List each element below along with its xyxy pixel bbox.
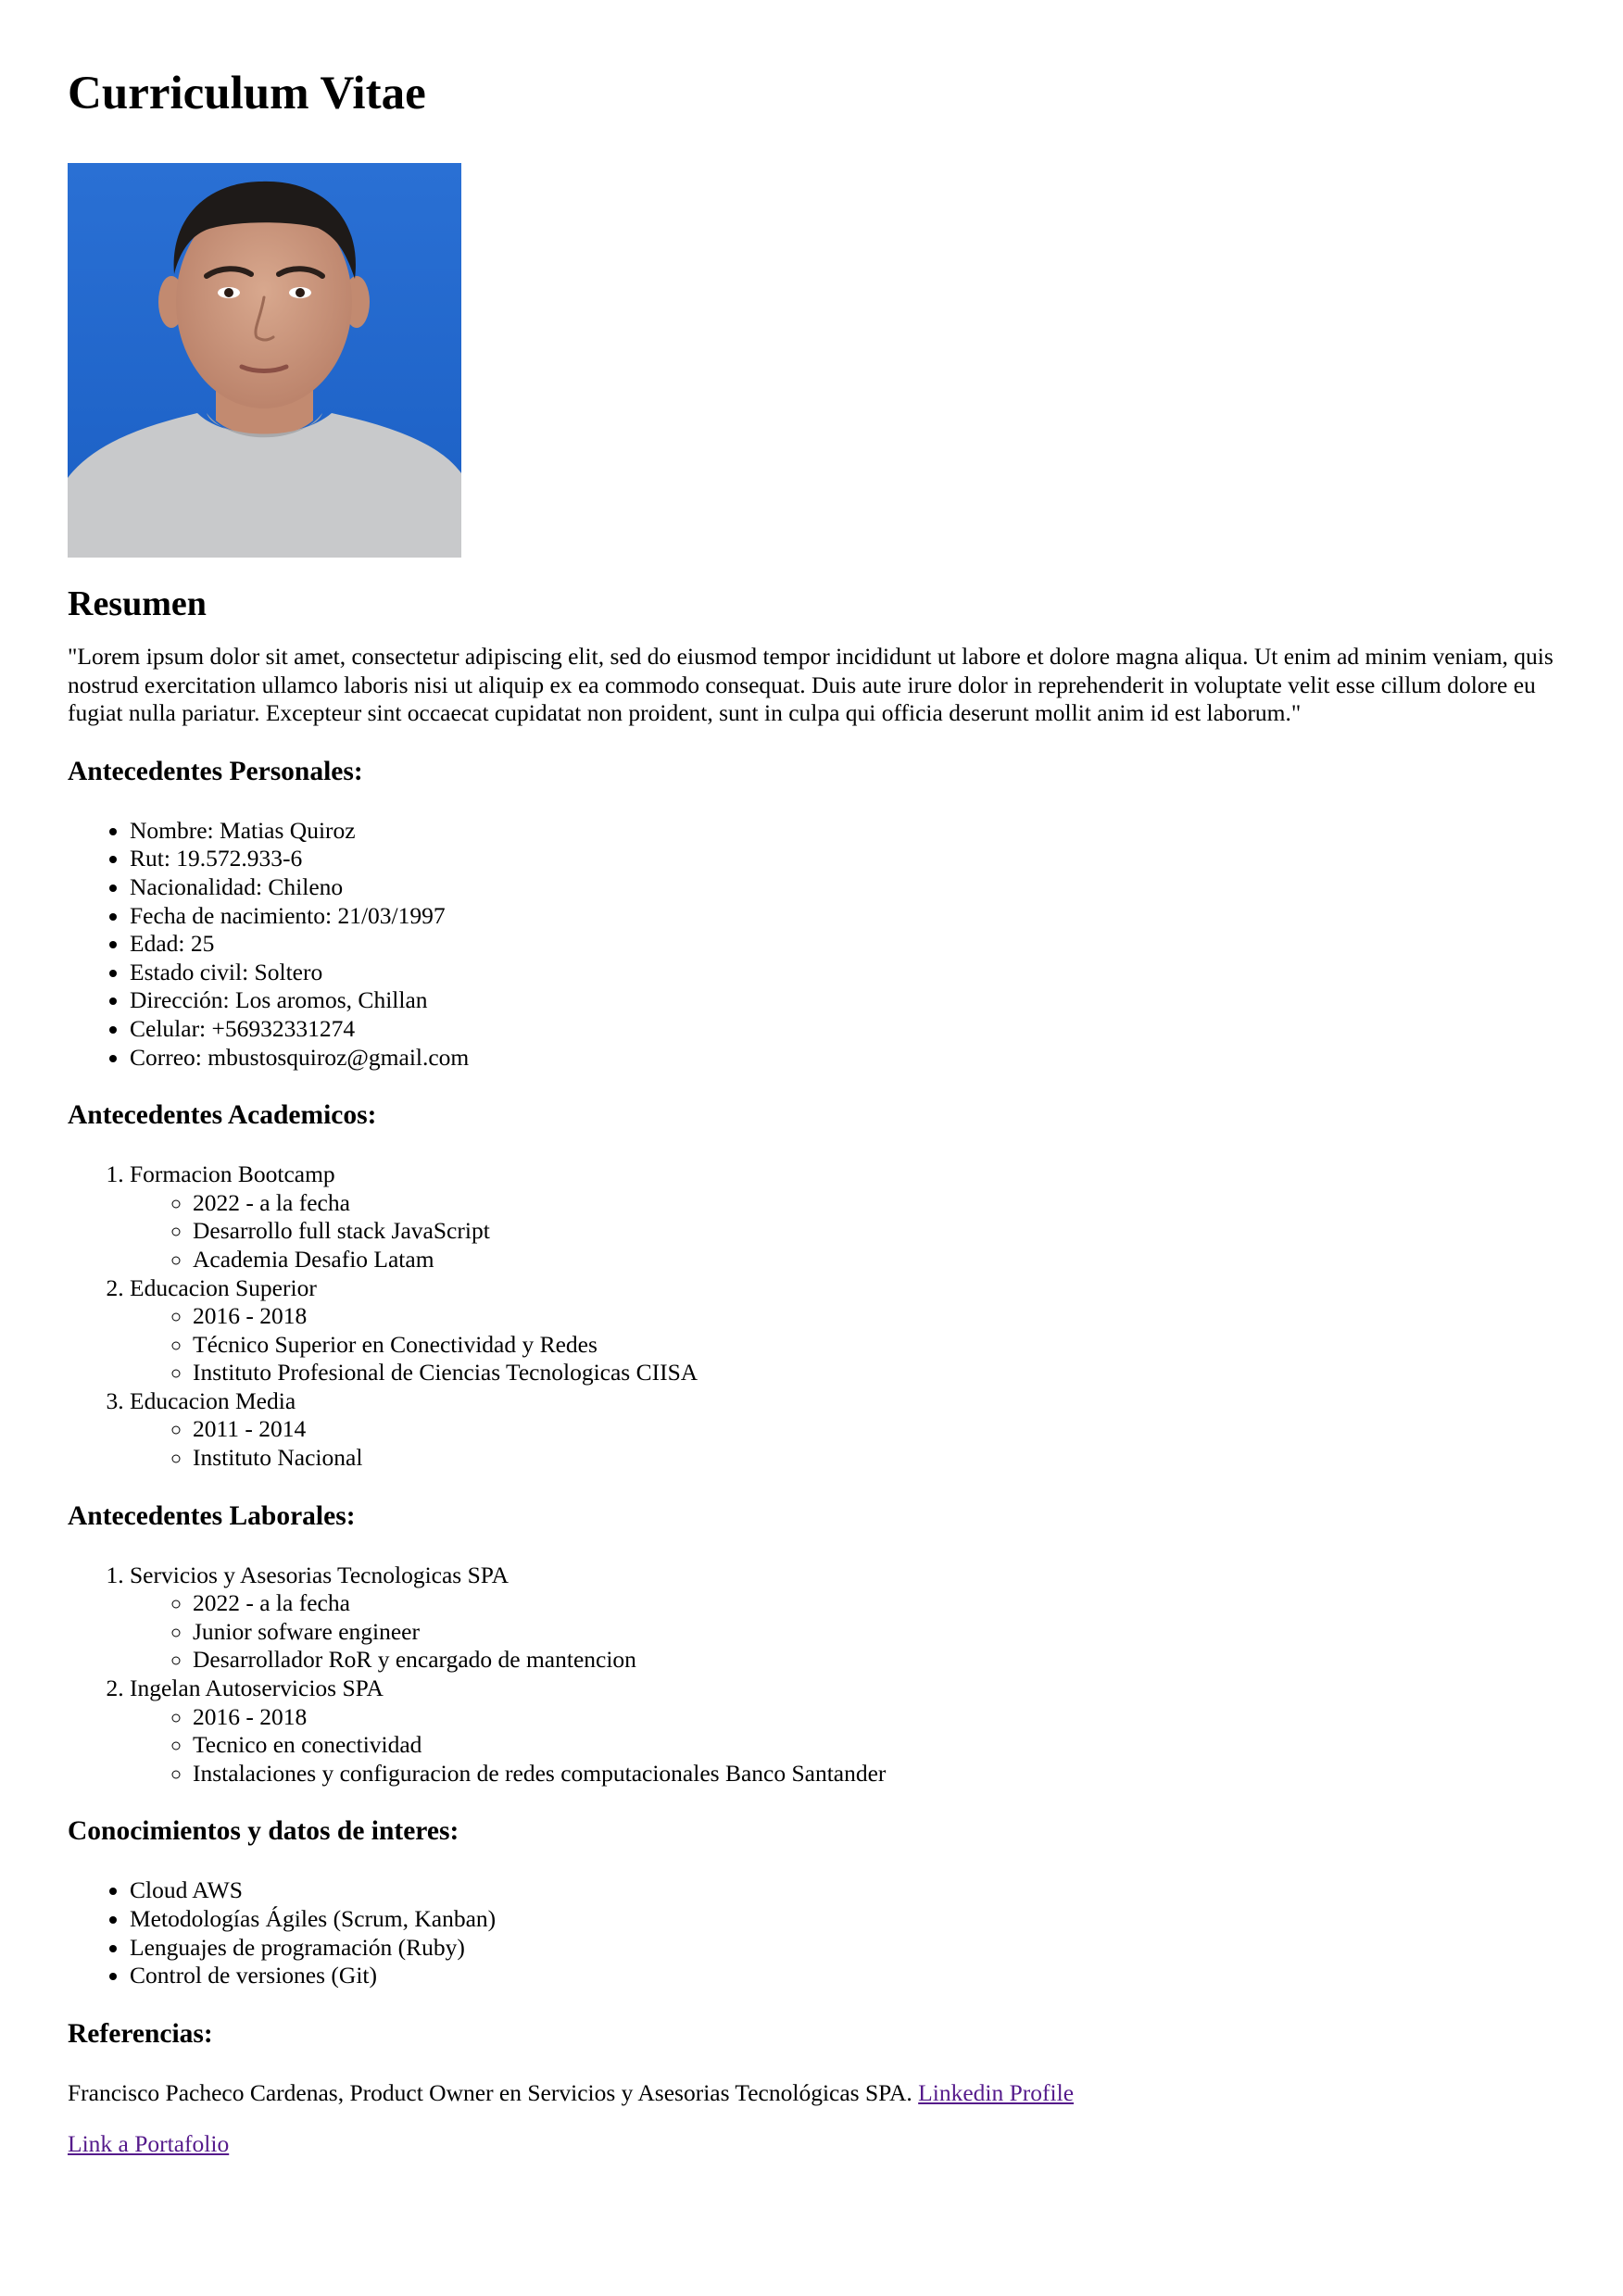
references-text: Francisco Pacheco Cardenas, Product Owner en Servicios y Asesorias Tecnológicas SPA. xyxy=(68,2078,912,2106)
list-item: • Edad: 25 xyxy=(130,930,1555,959)
sub-list xyxy=(130,1189,1555,1274)
list-item-label: Ingelan Autoservicios SPA xyxy=(130,1675,384,1702)
profile-photo-illustration xyxy=(68,163,461,558)
list-item: ◦ Desarrollador RoR y encargado de mantencion xyxy=(193,1646,1555,1675)
academic-heading: Antecedentes Academicos: xyxy=(68,1100,377,1131)
sub-list xyxy=(130,1703,1555,1788)
portfolio-link[interactable]: Link a Portafolio xyxy=(68,2130,230,2158)
list-item: ◦ Técnico Superior en Conectividad y Redes xyxy=(193,1331,1555,1360)
work-list xyxy=(68,1562,1555,1788)
list-item: ◦ Desarrollo full stack JavaScript xyxy=(193,1217,1555,1246)
list-item: ◦ 2022 - a la fecha xyxy=(193,1189,1555,1218)
list-item: ◦ 2011 - 2014 xyxy=(193,1415,1555,1444)
list-item: • Estado civil: Soltero xyxy=(130,959,1555,987)
list-item: • Rut: 19.572.933-6 xyxy=(130,845,1555,873)
list-item: • Fecha de nacimiento: 21/03/1997 xyxy=(130,902,1555,931)
sub-list xyxy=(130,1302,1555,1387)
list-item-label: Educacion Media xyxy=(130,1386,296,1414)
list-item xyxy=(130,1675,1555,1788)
list-item-label: Servicios y Asesorias Tecnologicas SPA xyxy=(130,1561,510,1588)
list-item xyxy=(130,1562,1555,1675)
list-item: • Nombre: Matias Quiroz xyxy=(130,817,1555,846)
list-item: • Control de versiones (Git) xyxy=(130,1962,1555,1990)
list-item: • Lenguajes de programación (Ruby) xyxy=(130,1934,1555,1963)
skills-heading: Conocimientos y datos de interes: xyxy=(68,1816,459,1847)
list-item: ◦ Junior sofware engineer xyxy=(193,1618,1555,1647)
list-item: • Metodologías Ágiles (Scrum, Kanban) xyxy=(130,1905,1555,1934)
skills-list xyxy=(68,1876,1555,1989)
list-item-label: Educacion Superior xyxy=(130,1273,317,1301)
portfolio-paragraph xyxy=(68,2130,1555,2159)
references-heading: Referencias: xyxy=(68,2018,213,2049)
list-item: • Celular: +56932331274 xyxy=(130,1015,1555,1044)
academic-list xyxy=(68,1161,1555,1473)
sub-list xyxy=(130,1589,1555,1675)
list-item xyxy=(130,1161,1555,1273)
list-item: ◦ Instituto Nacional xyxy=(193,1444,1555,1473)
summary-heading: Resumen xyxy=(68,584,207,623)
list-item: ◦ 2016 - 2018 xyxy=(193,1302,1555,1331)
work-heading: Antecedentes Laborales: xyxy=(68,1500,356,1531)
list-item: ◦ 2022 - a la fecha xyxy=(193,1589,1555,1618)
list-item: ◦ Academia Desafio Latam xyxy=(193,1246,1555,1274)
summary-text: "Lorem ipsum dolor sit amet, consectetur adipiscing elit, sed do eiusmod tempor incididunt ut labore et dolore magna aliqua. Ut enim ad minim veniam, quis nostrud exercitation ullamco laboris nisi ut aliquip ex ea commodo consequat. Duis aute irure dolor in reprehenderit in voluptate velit esse cillum dolore eu fugiat nulla pariatur. Excepteur sint occaecat cupidatat non proident, sunt in culpa qui officia deserunt mollit anim id est laborum." xyxy=(68,643,1554,727)
list-item: • Cloud AWS xyxy=(130,1876,1555,1905)
list-item: ◦ Instalaciones y configuracion de redes computacionales Banco Santander xyxy=(193,1760,1555,1788)
list-item: • Correo: mbustosquiroz@gmail.com xyxy=(130,1044,1555,1073)
list-item: • Dirección: Los aromos, Chillan xyxy=(130,986,1555,1015)
list-item: • Nacionalidad: Chileno xyxy=(130,873,1555,902)
references-paragraph xyxy=(68,2079,1555,2108)
sub-list xyxy=(130,1415,1555,1472)
list-item: ◦ Instituto Profesional de Ciencias Tecnologicas CIISA xyxy=(193,1359,1555,1387)
page-title: Curriculum Vitae xyxy=(68,68,426,119)
list-item xyxy=(130,1274,1555,1387)
profile-photo xyxy=(68,163,461,558)
list-item: ◦ 2016 - 2018 xyxy=(193,1703,1555,1732)
list-item: ◦ Tecnico en conectividad xyxy=(193,1731,1555,1760)
personal-list xyxy=(68,817,1555,1072)
personal-heading: Antecedentes Personales: xyxy=(68,756,363,786)
list-item-label: Formacion Bootcamp xyxy=(130,1161,335,1188)
linkedin-profile-link[interactable]: Linkedin Profile xyxy=(918,2078,1075,2106)
list-item xyxy=(130,1387,1555,1473)
